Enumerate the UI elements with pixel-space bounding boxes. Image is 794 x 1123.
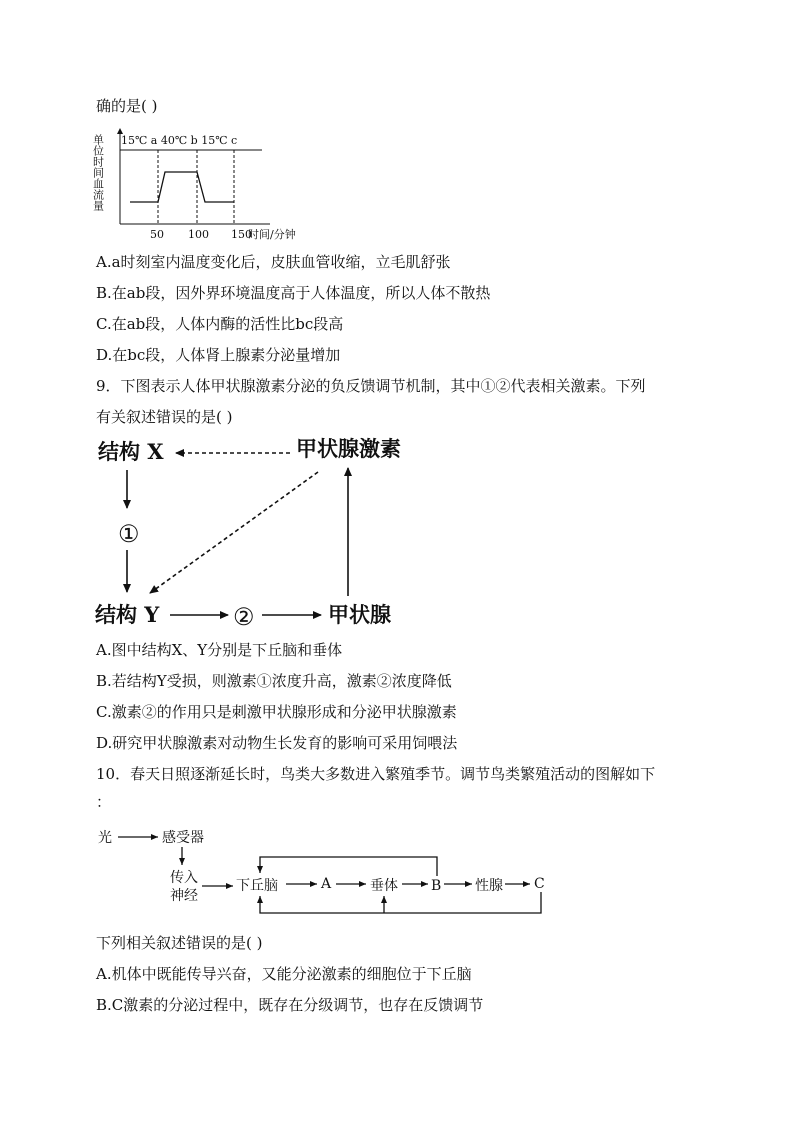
hormone-b-label: B <box>431 878 442 894</box>
hormone-c-label: C <box>534 876 545 892</box>
q9-stem-line2: 有关叙述错误的是( ) <box>96 408 233 426</box>
arrow-thyroxine-to-y <box>150 472 318 593</box>
thyroid-feedback-diagram <box>90 428 430 634</box>
q10-stem-line3: 下列相关叙述错误的是( ) <box>96 934 263 952</box>
q8-option-d: D.在bc段，人体肾上腺素分泌量增加 <box>96 346 341 364</box>
blood-flow-curve <box>130 172 234 202</box>
q9-option-c: C.激素②的作用只是刺激甲状腺形成和分泌甲状腺激素 <box>96 703 457 721</box>
q10-option-a: A.机体中既能传导兴奋，又能分泌激素的细胞位于下丘脑 <box>96 965 472 983</box>
q8-option-a: A.a时刻室内温度变化后，皮肤血管收缩，立毛肌舒张 <box>96 253 451 271</box>
struct-x-label: 结构 X <box>98 439 164 464</box>
afferent-label-1: 传入 <box>170 870 198 886</box>
x-tick-50: 50 <box>150 228 164 241</box>
q9-option-b: B.若结构Y受损，则激素①浓度升高，激素②浓度降低 <box>96 672 452 690</box>
q9-option-d: D.研究甲状腺激素对动物生长发育的影响可采用饲喂法 <box>96 734 458 752</box>
q10-option-b: B.C激素的分泌过程中，既存在分级调节，也存在反馈调节 <box>96 996 484 1014</box>
feedback-c-to-hypothalamus <box>260 892 541 913</box>
struct-y-label: 结构 Y <box>95 602 160 627</box>
q9-stem-line1: 9．下图表示人体甲状腺激素分泌的负反馈调节机制，其中①②代表相关激素。下列 <box>96 377 646 395</box>
hypothalamus-label: 下丘脑 <box>236 878 278 894</box>
chart-ylabel: 单位时间血流量 <box>91 134 105 211</box>
chart-xlabel: 时间/分钟 <box>248 228 296 241</box>
light-label: 光 <box>98 830 112 846</box>
x-tick-150: 150 <box>231 228 252 241</box>
q10-stem-line1: 10．春天日照逐渐延长时，鸟类大多数进入繁殖季节。调节鸟类繁殖活动的图解如下 <box>96 765 656 783</box>
thyroid-label: 甲状腺 <box>328 602 391 627</box>
hormone-2-label: ② <box>233 603 255 631</box>
thyroxine-label: 甲状腺激素 <box>296 436 401 461</box>
q8-stem-tail: 确的是( ) <box>96 97 158 115</box>
pituitary-label: 垂体 <box>370 878 398 894</box>
hormone-a-label: A <box>321 876 332 892</box>
q10-stem-line2: ： <box>96 793 112 811</box>
gonad-label: 性腺 <box>475 878 503 894</box>
receptor-label: 感受器 <box>162 830 204 846</box>
hormone-1-label: ① <box>118 520 140 548</box>
feedback-b-to-hypothalamus <box>260 857 437 876</box>
blood-flow-chart <box>90 128 300 243</box>
phase-labels: 15℃ a 40℃ b 15℃ c <box>121 134 238 147</box>
q8-option-c: C.在ab段，人体内酶的活性比bc段高 <box>96 315 344 333</box>
q9-option-a: A.图中结构X、Y分别是下丘脑和垂体 <box>96 641 343 659</box>
bird-reproduction-diagram <box>90 820 560 925</box>
x-tick-100: 100 <box>188 228 209 241</box>
afferent-label-2: 神经 <box>170 888 198 904</box>
q8-option-b: B.在ab段，因外界环境温度高于人体温度，所以人体不散热 <box>96 284 491 302</box>
